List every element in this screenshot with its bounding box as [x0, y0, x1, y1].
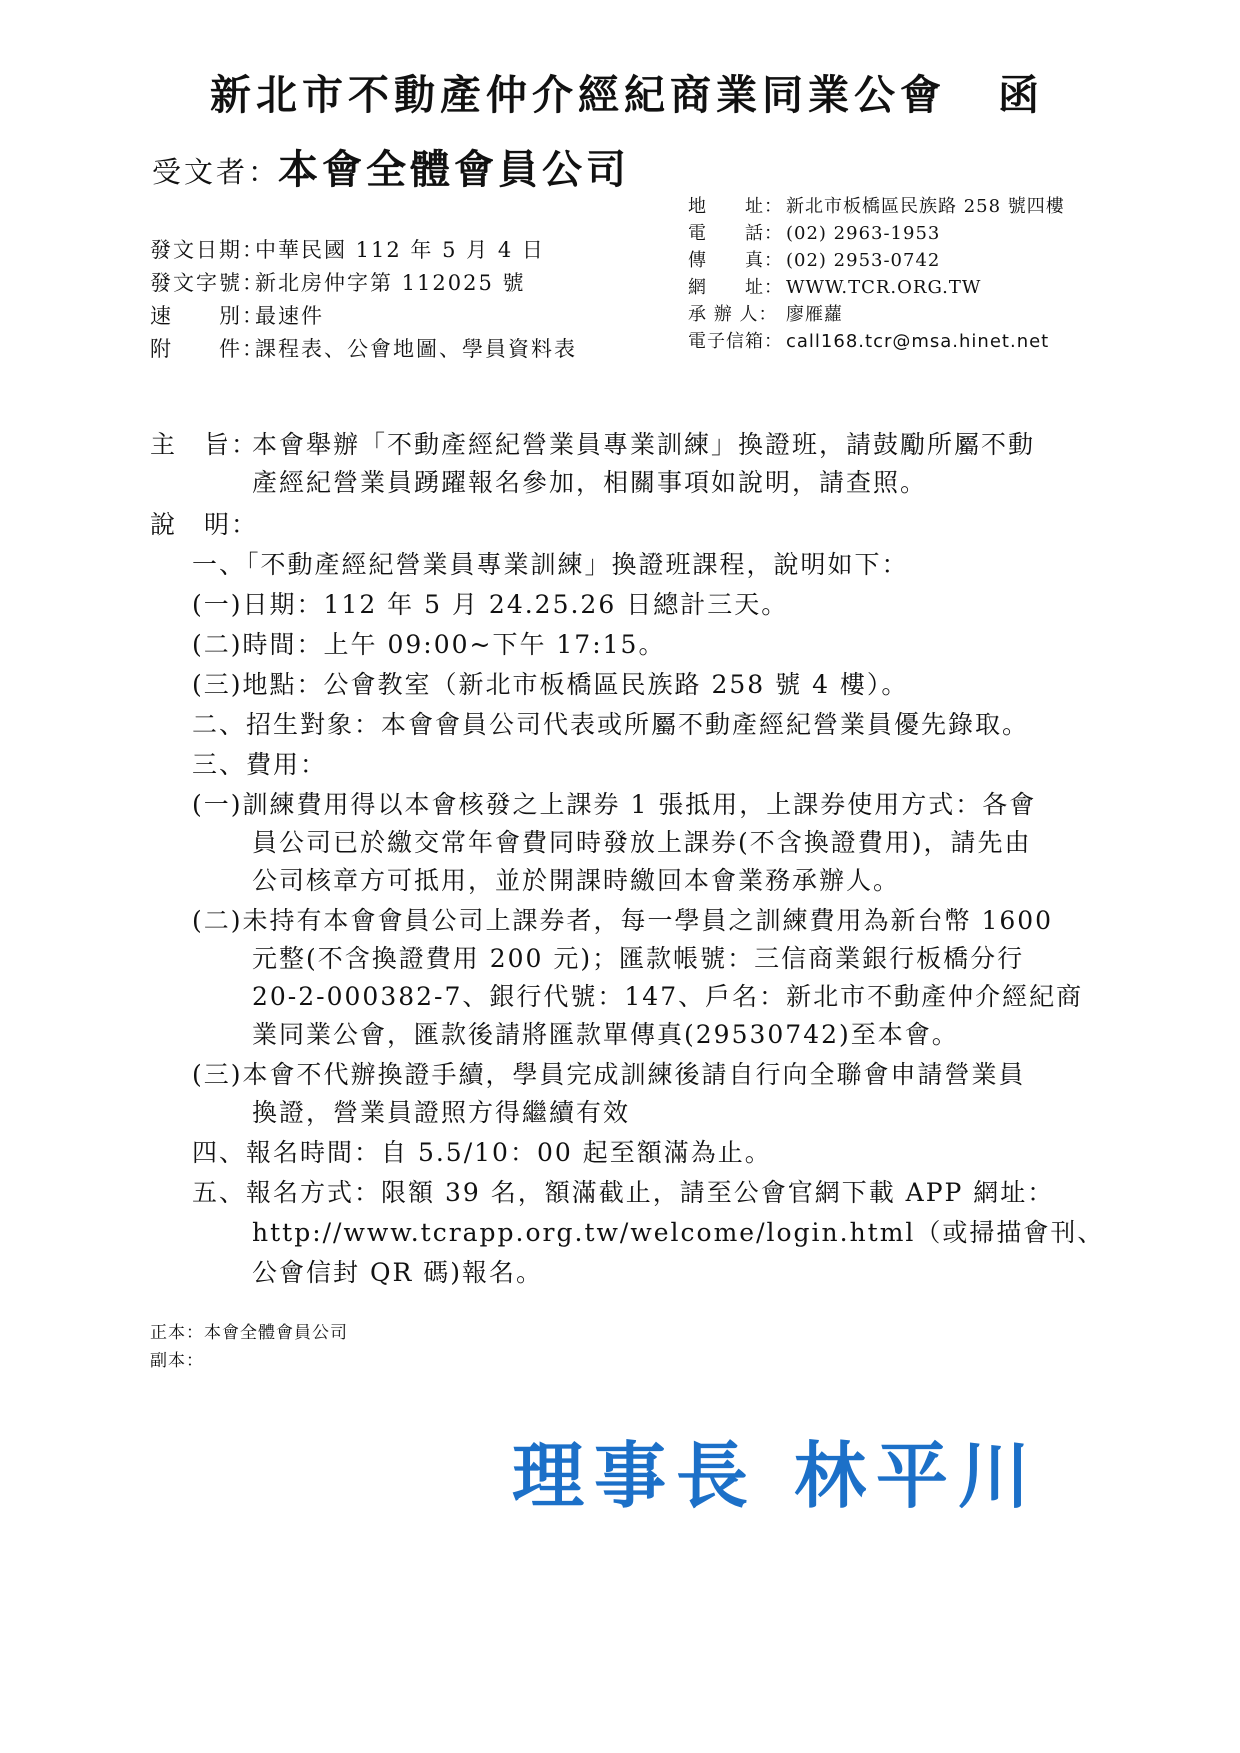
contact-fax [688, 246, 940, 272]
copy-main: 正本：本會全體會員公司 [150, 1323, 348, 1343]
contact-label: 電子信箱： [688, 331, 783, 352]
contact-label: 地 址： [688, 196, 783, 217]
meta-value: 新北房仲字第 112025 號 [255, 271, 526, 295]
explain-item: (三)地點：公會教室（新北市板橋區民族路 258 號 4 樓）。 [192, 670, 909, 699]
contact-value: (02) 2963-1953 [786, 223, 941, 244]
meta-date [150, 234, 545, 264]
meta-attachments [150, 333, 577, 363]
meta-value: 最速件 [255, 304, 324, 328]
subject-label: 主 旨： [150, 430, 259, 459]
contact-address [688, 192, 1065, 218]
meta-label: 附 件： [150, 337, 265, 361]
contact-label: 承 辦 人： [688, 304, 778, 325]
contact-value: 新北市板橋區民族路 258 號四樓 [786, 196, 1065, 217]
subject-line: 產經紀營業員踴躍報名參加，相關事項如說明，請查照。 [252, 468, 928, 497]
meta-urgency [150, 300, 324, 330]
explain-item: 一、「不動產經紀營業員專業訓練」換證班課程，說明如下： [192, 550, 909, 579]
explain-item: (二)未持有本會會員公司上課券者，每一學員之訓練費用為新台幣 1600 [192, 906, 1054, 935]
explain-item: 五、報名方式：限額 39 名，額滿截止，請至公會官網下載 APP 網址： [192, 1178, 1055, 1207]
explain-item: (二)時間：上午 09:00~下午 17:15。 [192, 630, 666, 659]
explain-item: 業同業公會，匯款後請將匯款單傳真(29530742)至本會。 [252, 1020, 959, 1049]
explain-item: 20-2-000382-7、銀行代號：147、戶名：新北市不動產仲介經紀商 [252, 982, 1084, 1011]
contact-email [688, 327, 1049, 353]
recipient-value: 本會全體會員公司 [278, 147, 630, 193]
chairman-signature [512, 1418, 1040, 1522]
contact-label: 傳 真： [688, 250, 783, 271]
signature-name: 林平川 [794, 1434, 1041, 1518]
signature-title: 理事長 [512, 1434, 759, 1518]
explain-item: 公會信封 QR 碼)報名。 [252, 1258, 543, 1287]
contact-label: 網 址： [688, 277, 783, 298]
meta-label: 發文字號： [150, 271, 265, 295]
doc-type: 函 [998, 71, 1039, 119]
explain-item: 員公司已於繳交常年會費同時發放上課券(不含換證費用)，請先由 [252, 828, 1032, 857]
explain-item: 換證，營業員證照方得繼續有效 [252, 1098, 631, 1127]
contact-phone [688, 219, 940, 245]
contact-value: 廖雁蘿 [786, 304, 843, 325]
meta-value: 中華民國 112 年 5 月 4 日 [255, 238, 545, 262]
contact-label: 電 話： [688, 223, 783, 244]
explain-item: http://www.tcrapp.org.tw/welcome/login.html（或掃描會刊、 [252, 1218, 1105, 1247]
contact-value: (02) 2953-0742 [786, 250, 941, 271]
meta-value: 課程表、公會地圖、學員資料表 [255, 337, 577, 361]
contact-website [688, 273, 981, 299]
subject-line: 本會舉辦「不動產經紀營業員專業訓練」換證班，請鼓勵所屬不動 [252, 430, 1036, 459]
meta-label: 速 別： [150, 304, 265, 328]
explain-item: (一)訓練費用得以本會核發之上課券 1 張抵用，上課券使用方式：各會 [192, 790, 1037, 819]
meta-label: 發文日期： [150, 238, 265, 262]
explain-item: 三、費用： [192, 750, 328, 779]
recipient-label: 受文者： [152, 155, 281, 189]
explain-item: 四、報名時間：自 5.5/10：00 起至額滿為止。 [192, 1138, 772, 1167]
explain-item: (三)本會不代辦換證手續，學員完成訓練後請自行向全聯會申請營業員 [192, 1060, 1026, 1089]
explain-item: (一)日期：112 年 5 月 24.25.26 日總計三天。 [192, 590, 789, 619]
contact-value: WWW.TCR.ORG.TW [786, 277, 982, 298]
contact-value: call168.tcr@msa.hinet.net [786, 331, 1050, 352]
meta-doc-number [150, 267, 526, 297]
explain-label: 說 明： [150, 510, 259, 539]
explain-item: 公司核章方可抵用，並於開課時繳回本會業務承辦人。 [252, 866, 901, 895]
explain-item: 二、招生對象：本會會員公司代表或所屬不動產經紀營業員優先錄取。 [192, 710, 1030, 739]
explain-item: 元整(不含換證費用 200 元)；匯款帳號：三信商業銀行板橋分行 [252, 944, 1025, 973]
org-title: 新北市不動產仲介經紀商業同業公會 [210, 71, 946, 119]
copy-cc: 副本： [150, 1351, 204, 1371]
contact-handler [688, 300, 843, 326]
